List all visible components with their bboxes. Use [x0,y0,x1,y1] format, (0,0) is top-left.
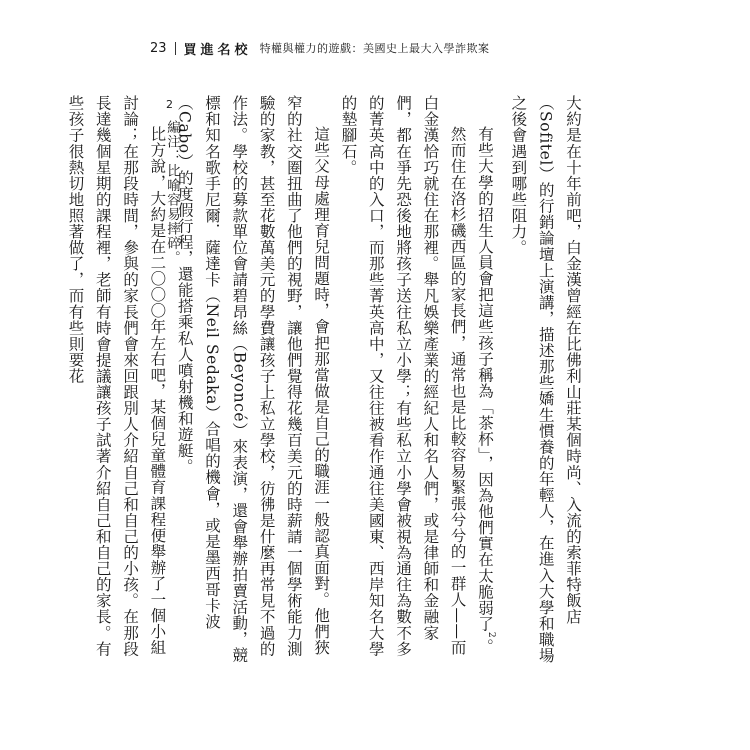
paragraph-5: 比方說，大約是在二〇〇〇年左右吧，某個兒童體育課程便舉辦了一個小組討論；在那段時間，參與的家長們會來回跟別人介紹自己和自己的小孩。在那段長達幾個星期的課程裡，老師有時會提議讓孩子試著介紹自己和自己的家長。有些孩子很熱切地照著做了，而有些則要花 [66,95,167,657]
footnote-marker: 2 [486,631,497,639]
running-header [150,38,590,58]
paragraph-2-text: 有些大學的招生人員會把這些孩子稱為「茶杯」，因為他們實在太脆弱了 [475,126,494,632]
paragraph-2-end: 。 [475,638,494,655]
paragraph-3: 然而住在洛杉磯西區的家長們，通常也是比較容易緊張兮兮的一群人——而白金漢恰巧就住在那裡。舉凡娛樂產業的經紀人和名人們，或是律師和金融家們，都在爭先恐後地將孩子送往私立小學；有些私立小學會被視為通往為數不多的菁英高中的入口，而那些菁英高中，又往往被看作通往美國東、西岸知名大學的墊腳石。 [339,95,467,657]
book-title: 買進名校 [183,42,252,58]
paragraph-4: 這些父母處理育兒問題時，會把那當做是自己的職涯一般認真面對。他們狹窄的社交圈扭曲了他們的視野，讓他們覺得花幾百美元的時薪請一個學術能力測驗的家教，甚至花數萬美元的學費讓孩子上私立學校，彷彿是什麼再常見不過的作法。學校的募款單位會請碧昂絲（Beyoncé）來表演，還會舉辦拍賣活動，競標和知名歌手尼爾．薩達卡（Neil Sedaka）合唱的機會，或是墨西哥卡波（Cabo）的度假行程，還能搭乘私人噴射機和遊艇。 [175,95,331,663]
note-number: 2 [166,98,173,111]
paragraph-2 [471,95,504,665]
chapter-title: 特權與權力的遊戲：美國史上最大入學詐欺案 [259,42,490,55]
page-number: 23 [150,40,167,56]
side-note [158,98,190,428]
header-divider [175,42,176,55]
paragraph-1: 大約是在十年前吧，白金漢曾經在比佛利山莊某個時尚、入流的索菲特飯店（Sofitel）的行銷論壇上演講，描述那些嬌生慣養的年輕人，在進入大學和職場之後會遇到哪些阻力。 [509,95,582,664]
note-text: 編注：比喻容易摔碎。 [164,120,180,265]
